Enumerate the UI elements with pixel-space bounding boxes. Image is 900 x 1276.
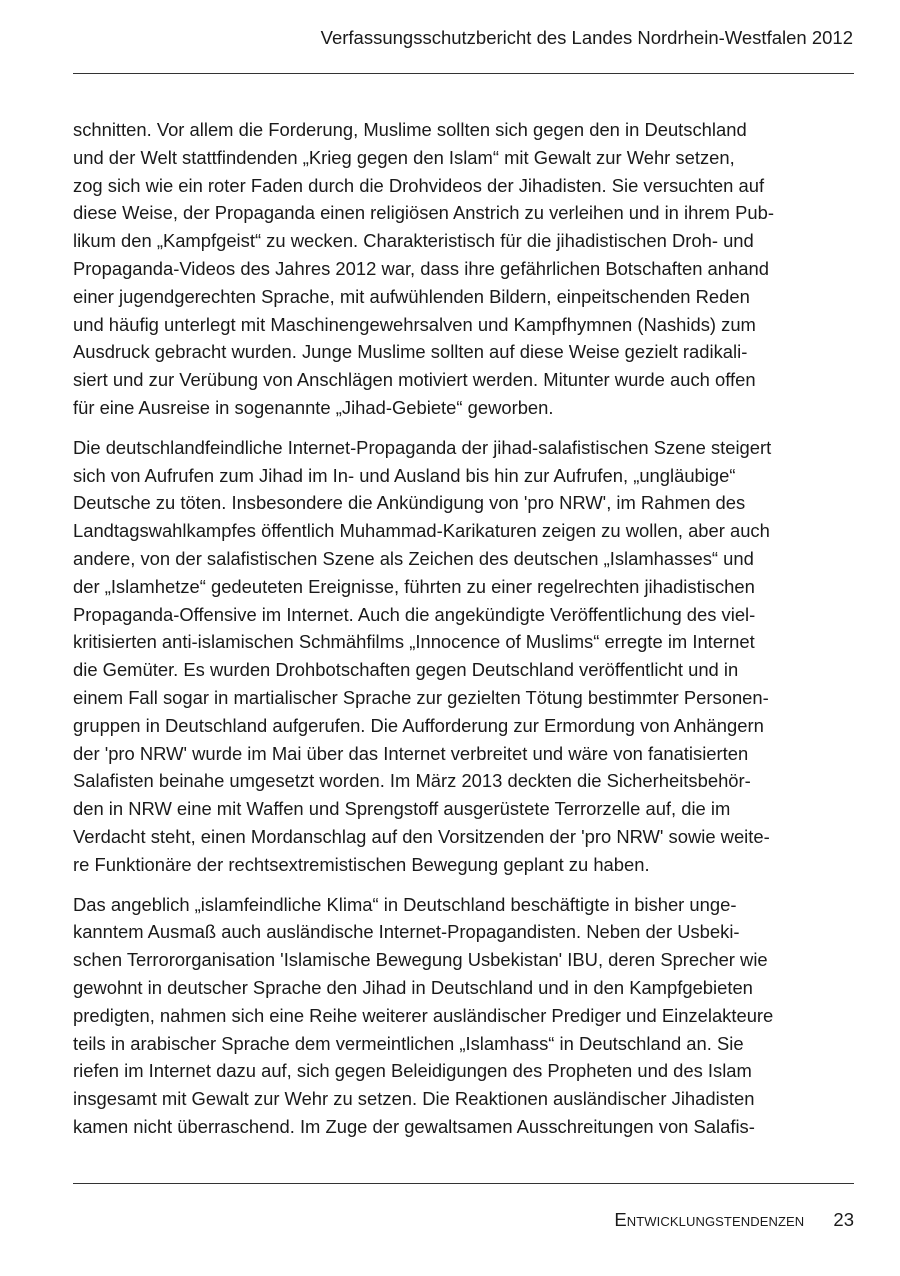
text-line: insgesamt mit Gewalt zur Wehr zu setzen. Die Reaktionen ausländischer Jihadisten	[73, 1088, 755, 1110]
text-line: der 'pro NRW' wurde im Mai über das Internet verbreitet und wäre von fanatisierten	[73, 742, 749, 764]
paragraph	[73, 891, 863, 1141]
footer-section-name: Entwicklungstendenzen	[614, 1209, 805, 1230]
text-line: Propaganda-Videos des Jahres 2012 war, dass ihre gefährlichen Botschaften anhand	[73, 257, 769, 279]
text-line: schen Terrororganisation 'Islamische Bewegung Usbekistan' IBU, deren Sprecher wie	[73, 949, 768, 971]
text-line: predigten, nahmen sich eine Reihe weiterer ausländischer Prediger und Einzelakteure	[73, 1004, 774, 1026]
text-line: kritisierten anti-islamischen Schmähfilms „Innocence of Muslims“ erregte im Internet	[73, 631, 755, 653]
text-line: gruppen in Deutschland aufgerufen. Die Aufforderung zur Ermordung von Anhängern	[73, 714, 764, 736]
page-number: 23	[833, 1209, 854, 1230]
running-footer	[614, 1208, 854, 1232]
text-line: Deutsche zu töten. Insbesondere die Ankündigung von 'pro NRW', im Rahmen des	[73, 492, 746, 514]
text-line: siert und zur Verübung von Anschlägen motiviert werden. Mitunter wurde auch offen	[73, 369, 756, 391]
text-line: und häufig unterlegt mit Maschinengewehrsalven und Kampfhymnen (Nashids) zum	[73, 313, 756, 335]
text-line: schnitten. Vor allem die Forderung, Muslime sollten sich gegen den in Deutschland	[73, 119, 747, 140]
text-line: Salafisten beinahe umgesetzt worden. Im März 2013 deckten die Sicherheitsbehör-	[73, 770, 751, 792]
text-line: Verdacht steht, einen Mordanschlag auf den Vorsitzenden der 'pro NRW' sowie weite-	[73, 825, 770, 847]
text-line: Propaganda-Offensive im Internet. Auch die angekündigte Veröffentlichung des viel-	[73, 603, 756, 625]
body-text	[73, 116, 863, 1153]
text-line: likum den „Kampfgeist“ zu wecken. Charakteristisch für die jihadistischen Droh- und	[73, 230, 754, 252]
text-line: kamen nicht überraschend. Im Zuge der gewaltsamen Ausschreitungen von Salafis-	[73, 1115, 755, 1137]
text-line: sich von Aufrufen zum Jihad im In- und Ausland bis hin zur Aufrufen, „ungläubige“	[73, 464, 736, 486]
text-line: Ausdruck gebracht wurden. Junge Muslime sollten auf diese Weise gezielt radikali-	[73, 341, 748, 363]
text-line: diese Weise, der Propaganda einen religiösen Anstrich zu verleihen und in ihrem Pub-	[73, 202, 774, 224]
text-line: andere, von der salafistischen Szene als Zeichen des deutschen „Islamhasses“ und	[73, 547, 754, 569]
text-line: riefen im Internet dazu auf, sich gegen Beleidigungen des Propheten und des Islam	[73, 1060, 752, 1082]
text-line: einer jugendgerechten Sprache, mit aufwühlenden Bildern, einpeitschenden Reden	[73, 285, 750, 307]
text-line: und der Welt stattfindenden „Krieg gegen den Islam“ mit Gewalt zur Wehr setzen,	[73, 146, 735, 168]
text-line: die Gemüter. Es wurden Drohbotschaften gegen Deutschland veröffentlicht und in	[73, 659, 739, 681]
text-line: Die deutschlandfeindliche Internet-Propaganda der jihad-salafistischen Szene steigert	[73, 436, 772, 458]
text-line: re Funktionäre der rechtsextremistischen Bewegung geplant zu haben.	[73, 853, 650, 875]
running-header-title: Verfassungsschutzbericht des Landes Nordrhein-Westfalen 2012	[320, 27, 853, 48]
header-divider	[73, 73, 854, 74]
text-line: gewohnt in deutscher Sprache den Jihad in Deutschland und in den Kampfgebieten	[73, 976, 753, 998]
paragraph	[73, 434, 863, 879]
text-line: den in NRW eine mit Waffen und Sprengstoff ausgerüstete Terrorzelle auf, die im	[73, 798, 731, 820]
text-line: für eine Ausreise in sogenannte „Jihad-Gebiete“ geworben.	[73, 396, 554, 418]
text-line: der „Islamhetze“ gedeuteten Ereignisse, führten zu einer regelrechten jihadistischen	[73, 575, 755, 597]
text-line: Landtagswahlkampfes öffentlich Muhammad-Karikaturen zeigen zu wollen, aber auch	[73, 520, 770, 542]
paragraph	[73, 116, 863, 422]
text-line: zog sich wie ein roter Faden durch die Drohvideos der Jihadisten. Sie versuchten auf	[73, 174, 765, 196]
text-line: Das angeblich „islamfeindliche Klima“ in Deutschland beschäftigte in bisher unge-	[73, 893, 737, 915]
text-line: einem Fall sogar in martialischer Sprache zur gezielten Tötung bestimmter Personen-	[73, 686, 769, 708]
text-line: teils in arabischer Sprache dem vermeintlichen „Islamhass“ in Deutschland an. Sie	[73, 1032, 744, 1054]
text-line: kanntem Ausmaß auch ausländische Internet-Propagandisten. Neben der Usbeki-	[73, 921, 740, 943]
footer-divider	[73, 1183, 854, 1184]
